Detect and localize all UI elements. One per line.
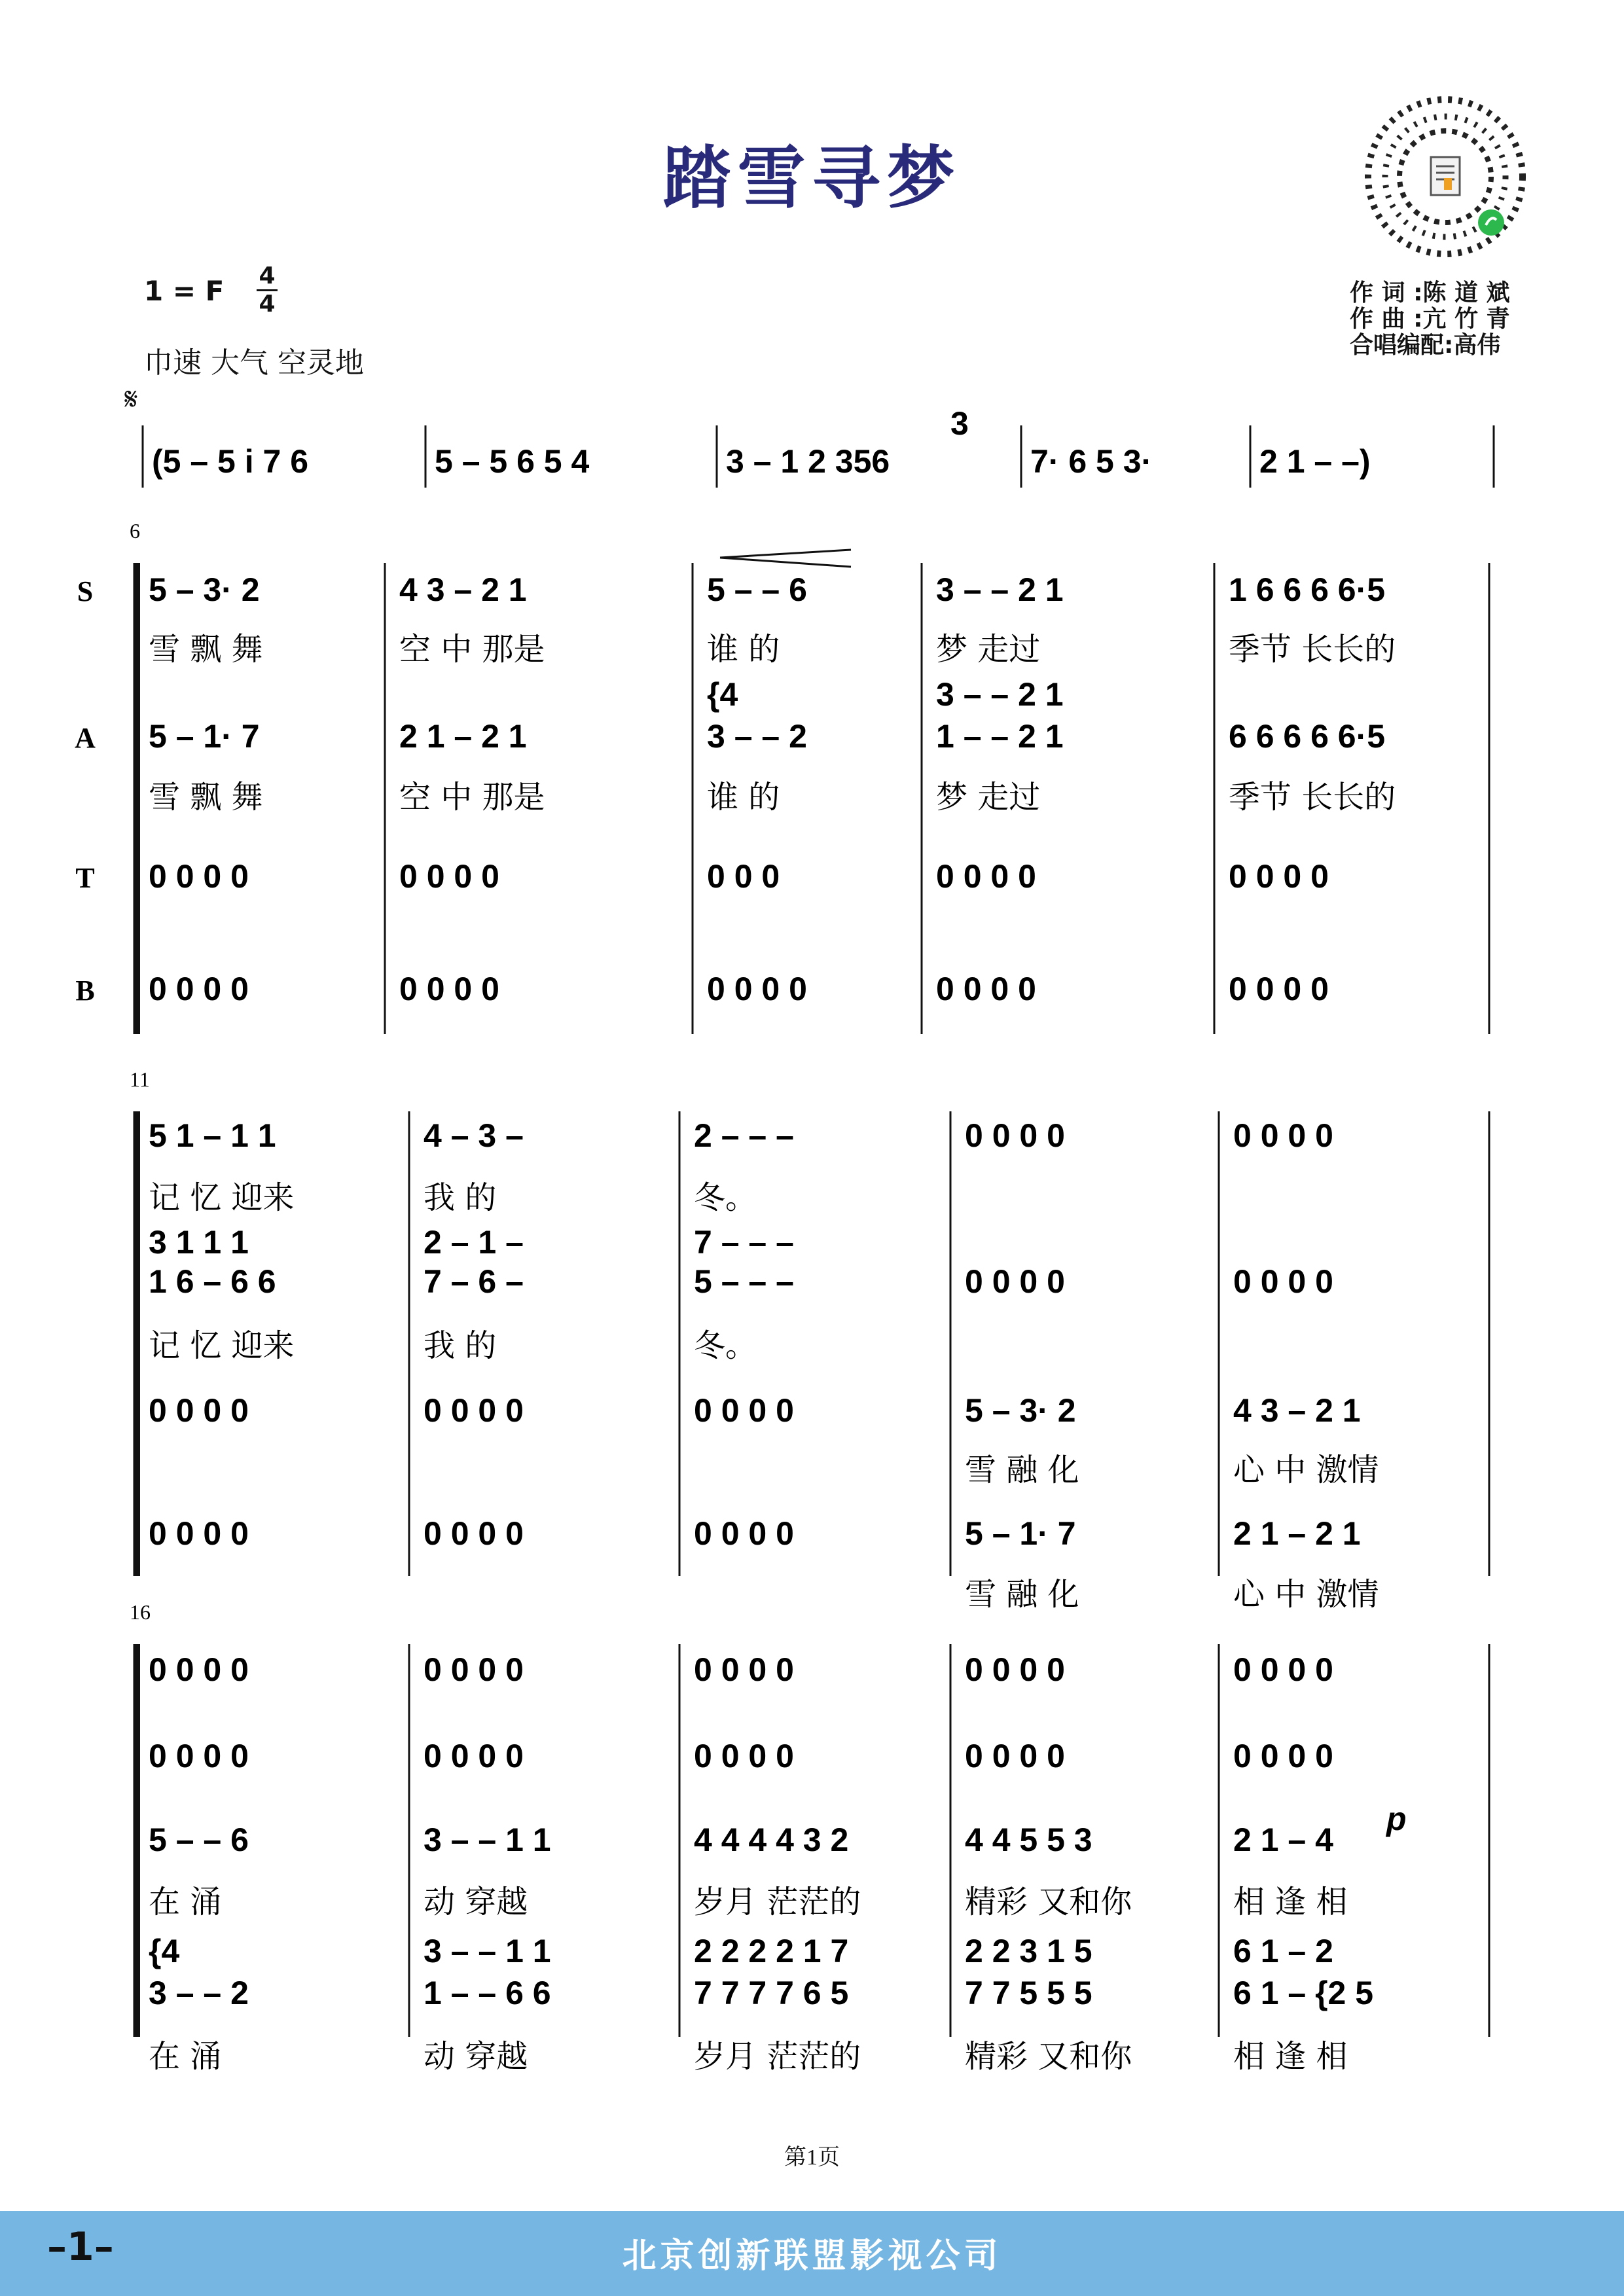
alto-measure: 1 6 – 6 6 [149, 1263, 276, 1300]
soprano-measure: 4 3 – 2 1 [399, 571, 527, 608]
soprano-measure: 3 – – 2 1 [936, 571, 1064, 608]
bass-measure: 6 1 – {2 5 [1233, 1975, 1374, 2011]
tenor-measure: 4 3 – 2 1 [1233, 1392, 1361, 1429]
bass-lyric: 动 穿越 [424, 2038, 528, 2075]
bass-lyric: 岁月 茫茫的 [694, 2038, 861, 2075]
alto-upper-measure: 3 – – 2 1 [936, 676, 1064, 713]
alto-measure: 0 0 0 0 [1233, 1738, 1333, 1774]
alto-measure: 0 0 0 0 [965, 1263, 1065, 1300]
triplet-mark: 3 [950, 405, 969, 442]
soprano-lyric: 我 的 [424, 1179, 497, 1216]
bass-upper-measure: 2 2 3 1 5 [965, 1933, 1092, 1969]
soprano-measure: 0 0 0 0 [1233, 1651, 1333, 1688]
part-label-t: T [75, 862, 95, 894]
lyricist-credit: 作 词 :陈 道 斌 [1350, 279, 1510, 306]
intro-measure: 7· 6 5 3· [1030, 443, 1153, 480]
bass-lyric: 在 涌 [149, 2038, 222, 2075]
tenor-measure: 4 4 5 5 3 [965, 1821, 1092, 1858]
measure-number: 6 [130, 519, 140, 543]
alto-measure: 0 0 0 0 [424, 1738, 524, 1774]
tenor-measure: 0 0 0 0 [149, 1392, 249, 1429]
alto-lyric: 记 忆 迎来 [149, 1327, 295, 1364]
alto-lyric: 季节 长长的 [1229, 779, 1396, 816]
bass-measure: 0 0 0 0 [424, 1515, 524, 1552]
bass-measure: 7 7 7 7 6 5 [694, 1975, 849, 2011]
soprano-measure: 0 0 0 0 [149, 1651, 249, 1688]
alto-measure: 0 0 0 0 [1233, 1263, 1333, 1300]
tenor-measure: 3 – – 1 1 [424, 1821, 551, 1858]
soprano-measure: 0 0 0 0 [965, 1651, 1065, 1688]
part-label-a: A [75, 722, 96, 754]
footer-company: 北京创新联盟影视公司 [622, 2236, 1002, 2276]
alto-lyric: 雪 飘 舞 [149, 779, 263, 816]
soprano-measure: 5 1 – 1 1 [149, 1117, 276, 1154]
part-label-s: S [77, 575, 94, 607]
alto-upper-measure: 2 – 1 – [424, 1224, 524, 1261]
soprano-measure: 5 – – 6 [707, 571, 807, 608]
soprano-measure: 0 0 0 0 [1233, 1117, 1333, 1154]
measure-number: 16 [130, 1600, 151, 1624]
alto-upper-measure: 3 1 1 1 [149, 1224, 249, 1261]
soprano-lyric: 季节 长长的 [1229, 631, 1396, 668]
alto-measure: 6 6 6 6 6·5 [1229, 718, 1386, 755]
alto-measure: 2 1 – 2 1 [399, 718, 527, 755]
tenor-measure: 4 4 4 4 3 2 [694, 1821, 849, 1858]
time-signature-top: 4 [259, 262, 276, 289]
alto-measure: 0 0 0 0 [694, 1738, 794, 1774]
bass-measure: 5 – 1· 7 [965, 1515, 1076, 1552]
bass-lyric: 相 逢 相 [1233, 2038, 1348, 2075]
soprano-lyric: 谁 的 [707, 631, 780, 668]
alto-upper-measure: 7 – – – [694, 1224, 794, 1261]
bass-measure: 0 0 0 0 [1229, 971, 1329, 1007]
arranger-credit: 合唱编配:高伟 [1350, 332, 1501, 359]
alto-lyric: 梦 走过 [936, 779, 1041, 816]
intro-measure: (5 – 5 i 7 6 [152, 443, 309, 480]
tenor-measure: 0 0 0 0 [694, 1392, 794, 1429]
tenor-lyric: 心 中 激情 [1233, 1452, 1379, 1488]
soprano-measure: 5 – 3· 2 [149, 571, 260, 608]
soprano-measure: 0 0 0 0 [694, 1651, 794, 1688]
tenor-measure: 0 0 0 0 [424, 1392, 524, 1429]
bass-measure: 0 0 0 0 [694, 1515, 794, 1552]
composer-credit: 作 曲 :亢 竹 青 [1350, 306, 1510, 332]
tenor-lyric: 相 逢 相 [1233, 1884, 1348, 1920]
bass-measure: 3 – – 2 [149, 1975, 249, 2011]
bass-measure: 0 0 0 0 [936, 971, 1036, 1007]
dynamic-mark: p [1386, 1801, 1407, 1837]
tenor-lyric: 动 穿越 [424, 1884, 528, 1920]
alto-measure: 1 – – 2 1 [936, 718, 1064, 755]
tenor-measure: 0 0 0 0 [149, 858, 249, 895]
tenor-lyric: 岁月 茫茫的 [694, 1884, 861, 1920]
bass-upper-measure: 3 – – 1 1 [424, 1933, 551, 1969]
tenor-measure: 0 0 0 0 [936, 858, 1036, 895]
time-signature-bottom: 4 [259, 291, 276, 317]
bass-measure: 7 7 5 5 5 [965, 1975, 1092, 2011]
alto-lyric: 谁 的 [707, 779, 780, 816]
soprano-measure: 0 0 0 0 [965, 1117, 1065, 1154]
alto-measure: 0 0 0 0 [149, 1738, 249, 1774]
bass-measure: 2 1 – 2 1 [1233, 1515, 1361, 1552]
alto-lyric: 我 的 [424, 1327, 497, 1364]
soprano-lyric: 冬。 [694, 1179, 757, 1216]
tempo-marking: 巾速 大气 空灵地 [144, 346, 364, 380]
tenor-measure: 0 0 0 0 [399, 858, 499, 895]
bass-upper-measure: 6 1 – 2 [1233, 1933, 1333, 1969]
key-signature: 1 = F [144, 275, 225, 307]
footer-page-number: –1– [47, 2224, 114, 2270]
alto-lyric: 冬。 [694, 1327, 757, 1364]
alto-measure: 5 – – – [694, 1263, 794, 1300]
part-label-b: B [75, 975, 95, 1007]
alto-measure: 0 0 0 0 [965, 1738, 1065, 1774]
bass-lyric: 心 中 激情 [1233, 1576, 1379, 1613]
measure-number: 11 [130, 1067, 150, 1091]
segno-sign: 𝄋 [124, 381, 138, 418]
bass-measure: 0 0 0 0 [149, 1515, 249, 1552]
intro-measure: 3 – 1 2 356 [726, 443, 890, 480]
alto-upper-measure: {4 [707, 676, 738, 713]
soprano-lyric: 空 中 那是 [399, 631, 545, 668]
tenor-lyric: 雪 融 化 [965, 1452, 1079, 1488]
soprano-measure: 4 – 3 – [424, 1117, 524, 1154]
bass-upper-measure: {4 [149, 1933, 180, 1969]
tenor-lyric: 在 涌 [149, 1884, 222, 1920]
soprano-measure: 2 – – – [694, 1117, 794, 1154]
alto-measure: 7 – 6 – [424, 1263, 524, 1300]
bass-measure: 0 0 0 0 [399, 971, 499, 1007]
soprano-lyric: 雪 飘 舞 [149, 631, 263, 668]
tenor-measure: 0 0 0 0 [1229, 858, 1329, 895]
bass-measure: 1 – – 6 6 [424, 1975, 551, 2011]
tenor-lyric: 精彩 又和你 [965, 1884, 1132, 1920]
intro-measure: 5 – 5 6 5 4 [435, 443, 590, 480]
tenor-measure: 5 – – 6 [149, 1821, 249, 1858]
soprano-lyric: 梦 走过 [936, 631, 1041, 668]
soprano-measure: 1 6 6 6 6·5 [1229, 571, 1386, 608]
bass-upper-measure: 2 2 2 2 1 7 [694, 1933, 849, 1969]
bass-measure: 0 0 0 0 [707, 971, 807, 1007]
alto-lyric: 空 中 那是 [399, 779, 545, 816]
crescendo-hairpin [720, 550, 851, 567]
page-label: 第1页 [784, 2145, 840, 2170]
intro-measure: 2 1 – –) [1259, 443, 1371, 480]
bass-measure: 0 0 0 0 [149, 971, 249, 1007]
soprano-measure: 0 0 0 0 [424, 1651, 524, 1688]
tenor-measure: 2 1 – 4 [1233, 1821, 1333, 1858]
tenor-measure: 5 – 3· 2 [965, 1392, 1076, 1429]
score-title: 踏雪寻梦 [662, 138, 962, 218]
alto-measure: 3 – – 2 [707, 718, 807, 755]
bass-lyric: 精彩 又和你 [965, 2038, 1132, 2075]
soprano-lyric: 记 忆 迎来 [149, 1179, 295, 1216]
bass-lyric: 雪 融 化 [965, 1576, 1079, 1613]
alto-measure: 5 – 1· 7 [149, 718, 260, 755]
tenor-measure: 0 0 0 [707, 858, 780, 895]
